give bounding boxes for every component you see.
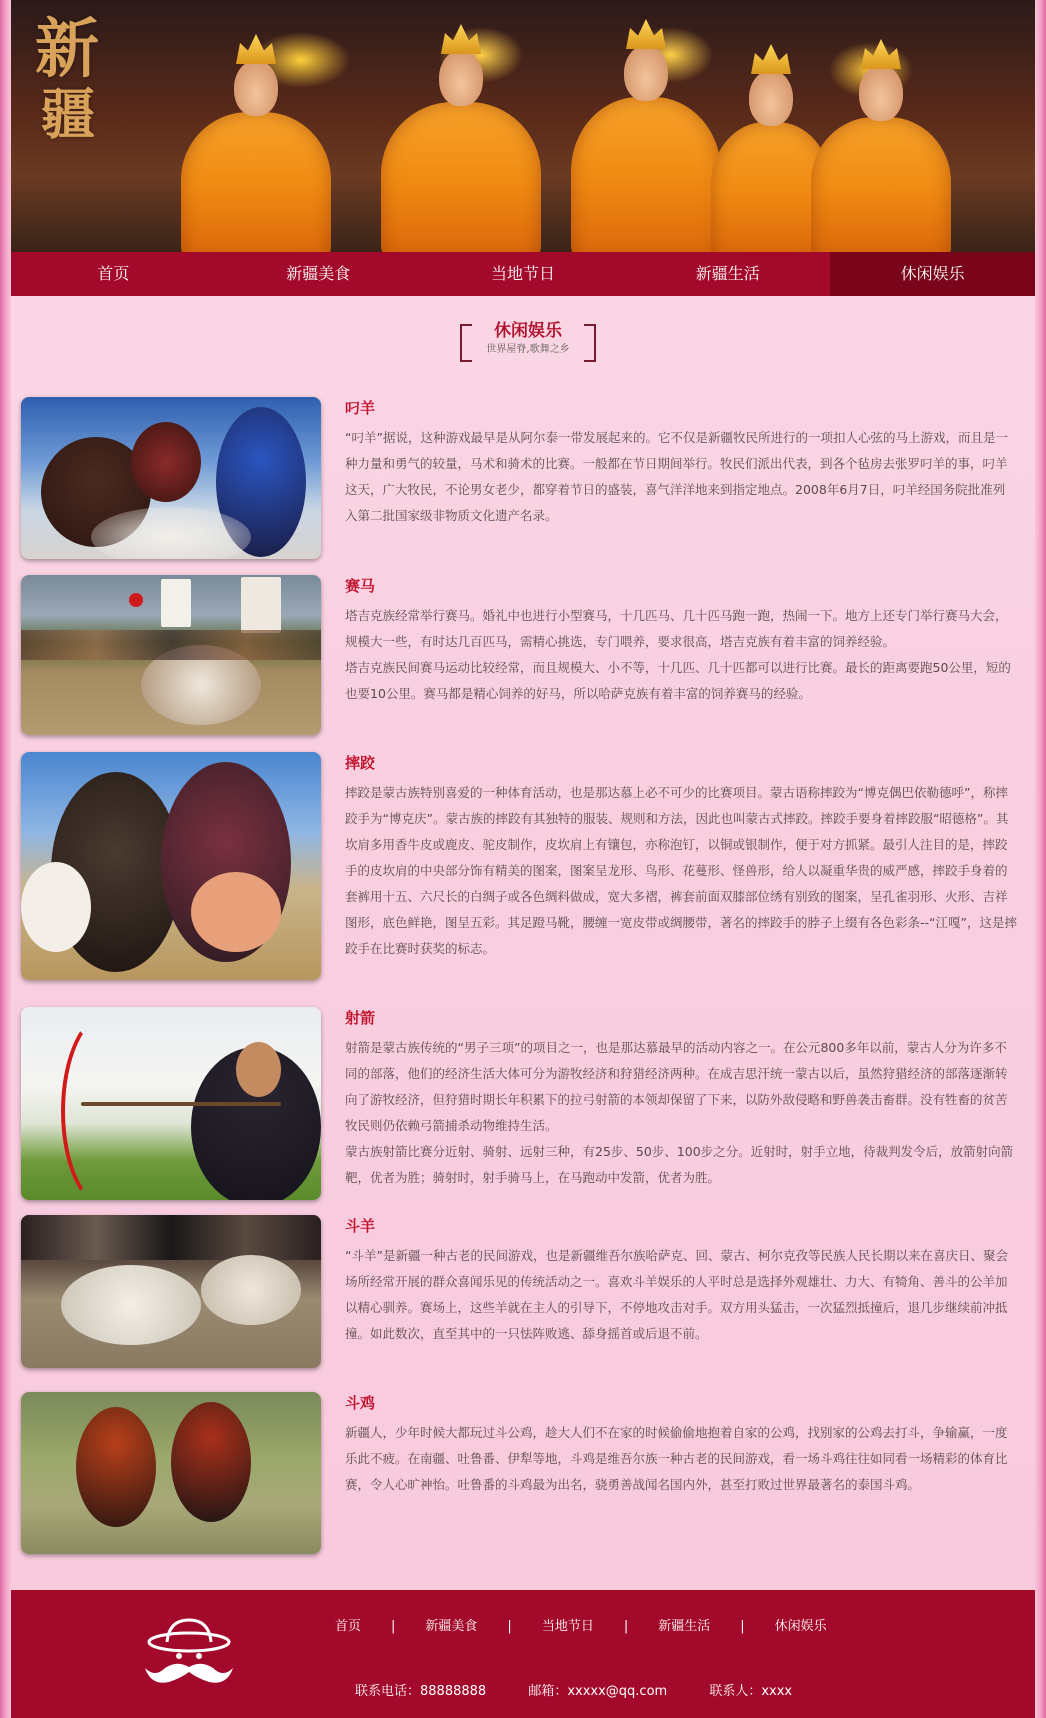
article-paragraph: 蒙古族射箭比赛分近射、骑射、远射三种，有25步、50步、100步之分。近射时，射手立地，待裁判发令后，放箭射向箭靶，优者为胜；骑射时，射手骑马上，在马跑动中发箭，优者为胜。 xyxy=(345,1144,1014,1185)
rooster-shape xyxy=(76,1407,156,1527)
banner-dancer xyxy=(381,102,541,252)
article-text: “斗羊”是新疆一种古老的民间游戏，也是新疆维吾尔族哈萨克、回、蒙古、柯尔克孜等民族人民长期以来在喜庆日、聚会场所经常开展的群众喜闻乐见的传统活动之一。喜欢斗羊娱乐的人平时总是选择外观雄壮、力大、有犄角、善斗的公羊加以精心驯养。赛场上，这些羊就在主人的引导下，不停地攻击对手。双方用头猛击，一次猛烈抵撞后，退几步继续前冲抵撞。如此数次，直至其中的一只怯阵败逃、舔身摇首或后退不前。 xyxy=(345,1248,1008,1341)
footer-separator: | xyxy=(623,1619,629,1634)
article-text: “叼羊”据说，这种游戏最早是从阿尔泰一带发展起来的。它不仅是新疆牧民所进行的一项扣人心弦的马上游戏，而且是一种力量和勇气的较量，马术和骑术的比赛。一般都在节日期间举行。牧民们派出代表，到各个毡房去张罗叼羊的事，叼羊这天，广大牧民，不论男女老少，都穿着节日的盛装，喜气洋洋地来到指定地点。2008年6月7日，叼羊经国务院批准列入第二批国家级非物质文化遗产名录。 xyxy=(345,430,1008,523)
article-image xyxy=(21,397,321,559)
lantern-shape xyxy=(129,593,143,607)
article-paragraph: 塔吉克族民间赛马运动比较经常，而且规模大、小不等，十几匹、几十匹都可以进行比赛。最长的距离要跑50公里，短的也要10公里。赛马都是精心饲养的好马，所以哈萨克族有着丰富的饲养赛马的经验。 xyxy=(345,660,1011,701)
nav-item-home[interactable]: 首页 xyxy=(97,264,130,283)
article-title: 叼羊 xyxy=(345,399,376,417)
rooster-shape xyxy=(171,1402,251,1522)
article-title: 斗羊 xyxy=(345,1217,376,1235)
footer-link-leisure[interactable]: 休闲娱乐 xyxy=(774,1619,827,1634)
footer-link-life[interactable]: 新疆生活 xyxy=(658,1619,711,1634)
article-image xyxy=(21,1215,321,1368)
logo-char: 新 xyxy=(35,12,93,87)
section-title xyxy=(460,320,596,362)
dust-shape xyxy=(91,507,251,559)
footer-link-food[interactable]: 新疆美食 xyxy=(425,1619,478,1634)
mustache-logo-icon xyxy=(139,1612,239,1698)
garment-shape xyxy=(191,872,281,952)
site-footer xyxy=(11,1590,1035,1718)
flag-shape xyxy=(161,579,191,627)
bow-shape xyxy=(61,1012,155,1200)
sheep-shape xyxy=(61,1265,201,1345)
article-image xyxy=(21,1007,321,1200)
crowd-shape xyxy=(21,1215,321,1260)
article-text xyxy=(345,1035,1017,1191)
nav-item-life[interactable]: 新疆生活 xyxy=(695,264,760,283)
crowd-shape xyxy=(21,630,321,660)
article-douyang xyxy=(21,1215,1025,1370)
article-diaoyang xyxy=(21,397,1025,562)
article-title: 斗鸡 xyxy=(345,1394,376,1412)
article-text: 摔跤是蒙古族特别喜爱的一种体育活动，也是那达慕上必不可少的比赛项目。蒙古语称摔跤为“博克偶巴依勒德呼”，称摔跤手为“博克庆”。蒙古族的摔跤有其独特的服装、规则和方法，因此也叫蒙古式摔跤。摔跤手要身着摔跤服“昭德格”。其坎肩多用香牛皮或鹿皮、驼皮制作，皮坎肩上有镶包，亦称泡钉，以铜或银制作，便于对方抓紧。最引人注目的是，摔跤手的皮坎肩的中央部分饰有精美的图案，图案呈龙形、鸟形、花蔓形、怪兽形，给人以凝重华贵的威严感，摔跤手身着的套裤用十五、六尺长的白绸子或各色绸料做成，宽大多褶，裤套前面双膝部位绣有别致的图案，呈孔雀羽形、火形、吉祥图形，底色鲜艳，图呈五彩。其足蹬马靴，腰缠一宽皮带或绸腰带，著名的摔跤手的脖子上缀有各色彩条--“江嘎”，这是摔跤手在比赛时获奖的标志。 xyxy=(345,785,1017,956)
banner-dancer xyxy=(571,97,721,252)
article-saima xyxy=(21,575,1025,740)
article-shejian xyxy=(21,1007,1025,1202)
section-heading: 休闲娱乐 xyxy=(494,321,562,341)
footer-links xyxy=(291,1618,891,1636)
article-text xyxy=(345,603,1017,707)
article-image xyxy=(21,1392,321,1554)
main-nav xyxy=(11,252,1035,296)
nav-item-leisure[interactable]: 休闲娱乐 xyxy=(830,252,1035,296)
article-image xyxy=(21,752,321,980)
site-logo xyxy=(35,12,165,158)
footer-separator: | xyxy=(740,1619,745,1634)
footer-email: 邮箱：xxxxx@qq.com xyxy=(528,1684,668,1699)
footer-phone: 联系电话：88888888 xyxy=(355,1684,487,1699)
nav-item-food[interactable]: 新疆美食 xyxy=(286,264,351,283)
banner-dancer xyxy=(181,112,331,252)
logo-char: 疆 xyxy=(41,82,89,146)
nav-item-festivals[interactable]: 当地节日 xyxy=(490,264,555,283)
sheep-shape xyxy=(201,1255,301,1325)
flag-shape xyxy=(241,577,281,633)
page xyxy=(11,0,1035,1718)
footer-link-festivals[interactable]: 当地节日 xyxy=(541,1619,594,1634)
bracket-left xyxy=(460,324,472,362)
footer-separator: | xyxy=(391,1619,396,1634)
banner-dancer xyxy=(811,117,951,252)
footer-link-home[interactable]: 首页 xyxy=(335,1619,362,1634)
article-paragraph: 射箭是蒙古族传统的“男子三项”的项目之一，也是那达慕最早的活动内容之一。在公元800多年以前，蒙古人分为许多不同的部落，他们的经济生活大体可分为游牧经济和狩猎经济两种。在成吉思汗统一蒙古以后，虽然狩猎经济的部落逐渐转向了游牧经济，但狩猎时期长年积累下的拉弓射箭的本领却保留了下来，以防外敌侵略和野兽袭击畜群。没有牲畜的贫苦牧民则仍依赖弓箭捕杀动物维持生活。 xyxy=(345,1040,1008,1133)
bracket-right xyxy=(584,324,596,362)
garment-shape xyxy=(21,862,91,952)
article-title: 射箭 xyxy=(345,1009,376,1027)
section-subtitle: 世界屋脊,歌舞之乡 xyxy=(486,344,570,355)
archer-face xyxy=(236,1042,281,1097)
article-paragraph: 塔吉克族经常举行赛马。婚礼中也进行小型赛马，十几匹马、几十匹马跑一跑，热闹一下。地方上还专门举行赛马大会，规模大一些，有时达几百匹马，需精心挑选，专门喂养，要求很高，塔吉克族有着丰富的饲养经验。 xyxy=(345,608,1008,649)
article-shuaijiao xyxy=(21,752,1025,982)
article-image xyxy=(21,575,321,735)
footer-contact xyxy=(355,1680,830,1699)
arrow-shape xyxy=(81,1102,281,1106)
article-title: 摔跤 xyxy=(345,754,376,772)
article-text: 新疆人，少年时候大都玩过斗公鸡，趁大人们不在家的时候偷偷地抱着自家的公鸡，找别家的公鸡去打斗，争输赢，一度乐此不疲。在南疆、吐鲁番、伊犁等地，斗鸡是维吾尔族一种古老的民间游戏，看一场斗鸡往往如同看一场精彩的体育比赛，令人心旷神怡。吐鲁番的斗鸡最为出名，骁勇善战闻名国内外，甚至打败过世界最著名的泰国斗鸡。 xyxy=(345,1425,1008,1492)
article-title: 赛马 xyxy=(345,577,376,595)
article-douji xyxy=(21,1392,1025,1557)
footer-separator: | xyxy=(507,1619,512,1634)
footer-contact-person: 联系人：xxxx xyxy=(709,1684,793,1699)
header-banner xyxy=(11,0,1035,252)
rider-shape xyxy=(131,422,201,502)
